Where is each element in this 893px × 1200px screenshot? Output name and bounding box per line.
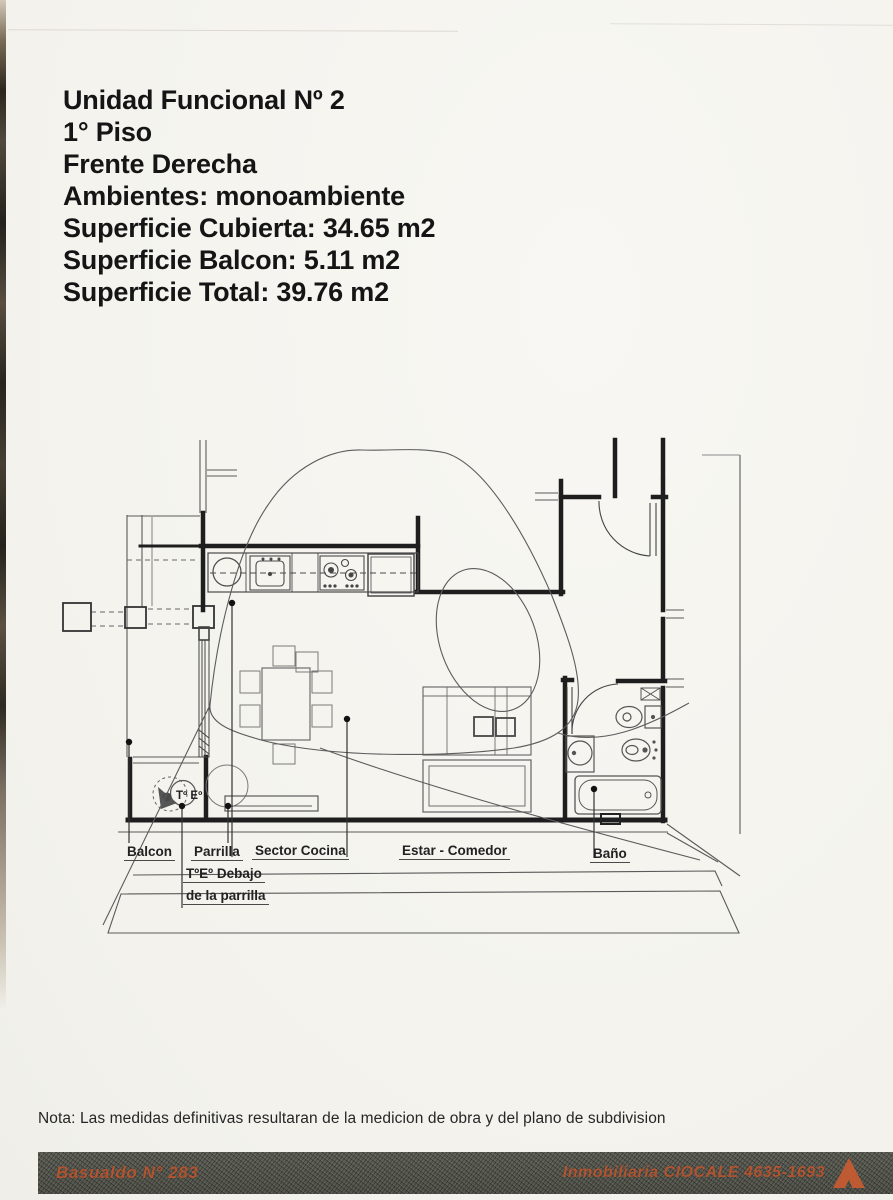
toilet xyxy=(616,706,661,728)
note-text: Nota: Las medidas definitivas resultaran de la medicion de obra y del plano de subdivision xyxy=(38,1110,666,1127)
kitchen-sink xyxy=(250,556,290,590)
leader-dots xyxy=(126,600,597,809)
label-te-debajo-line1: TºEº Debajo xyxy=(183,866,265,883)
side-table xyxy=(206,765,248,807)
footer-address-text: Basualdo N° 283 xyxy=(56,1163,199,1182)
bathroom-sink xyxy=(566,736,594,772)
structural-columns xyxy=(63,603,214,631)
vent-box xyxy=(641,688,660,700)
header-line-sup-cubierta: Superficie Cubierta: 34.65 m2 xyxy=(63,213,436,243)
building-edge-lines xyxy=(118,440,740,876)
label-balcon: Balcon xyxy=(124,844,175,861)
sofa-bed xyxy=(423,687,531,755)
label-parrilla: Parrilla xyxy=(191,844,243,861)
bidet xyxy=(622,739,657,761)
dining-chairs xyxy=(240,646,332,764)
window-dashed-lines xyxy=(91,560,197,626)
header-line-ambientes: Ambientes: monoambiente xyxy=(63,181,405,211)
footer-bar xyxy=(38,1152,893,1194)
parrilla-inline-label: Tº Eº xyxy=(176,790,203,802)
label-bano: Baño xyxy=(590,846,630,863)
balcony-door-hatch xyxy=(199,627,209,757)
bathtub xyxy=(575,776,661,814)
tv-cabinet xyxy=(423,760,531,812)
footer-agency-text: Inmobiliaria CIOCALE 4635-1693 xyxy=(562,1164,825,1181)
agency-logo-triangle-icon xyxy=(833,1158,865,1188)
bathroom-door xyxy=(567,684,618,734)
entry-door xyxy=(599,501,656,556)
kitchen-counter xyxy=(208,553,418,592)
header-line-sup-balcon: Superficie Balcon: 5.11 m2 xyxy=(63,245,400,275)
label-estar-comedor: Estar - Comedor xyxy=(399,843,510,860)
header-line-front: Frente Derecha xyxy=(63,149,257,179)
dining-table xyxy=(262,668,310,740)
fridge xyxy=(368,554,414,596)
header-line-floor: 1° Piso xyxy=(63,117,152,147)
header-line-unit: Unidad Funcional Nº 2 xyxy=(63,85,345,115)
header-line-sup-total: Superficie Total: 39.76 m2 xyxy=(63,277,389,307)
label-sector-cocina: Sector Cocina xyxy=(252,843,349,860)
label-te-debajo-line2: de la parrilla xyxy=(183,888,269,905)
